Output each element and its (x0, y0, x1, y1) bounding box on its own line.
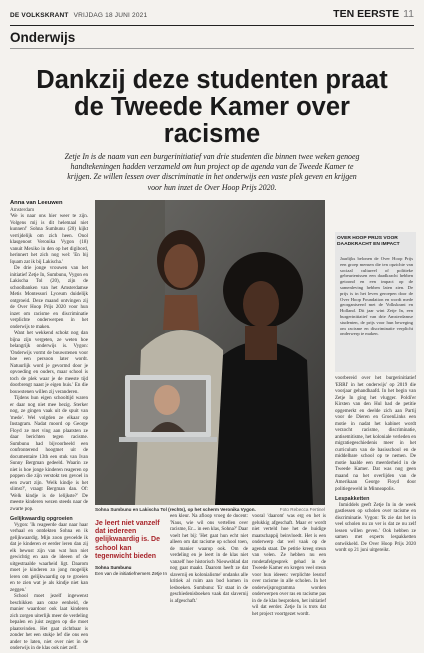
caption-text: Sohna Sumbunu en Lakischa Tol (rechts), op het scherm Veronika Vygon. (95, 507, 256, 512)
info-box-text: Jaarlijks belonen de Over Hoop Prijs een groep mensen die ten opzichte van sociaal cultureel of politieke gebeurtenissen een daadkracht hebben getoond en een impact op de samenleving hebben laten zien. De prijs is in het leven geroepen door de Over Hoop Foundation en wordt mede georganiseerd met de Volkskrant en Holland. Dit jaar wint Zetje In, een burgerinitiatief van drie Amsterdamse studenten, de prijs voor hun beweging om racisme en discriminatie verplicht onderwerp te maken. (340, 256, 413, 337)
headline: Dankzij deze studenten praat de Tweede Kamer over racisme (36, 66, 388, 148)
paragraph: een kleur. Na afloop vroeg de docent: 'Naus, wie wil ons vertellen over racisme, Er... in een klas, Sohna?' Daar voelt het bij: 'Het gaat hun echt niet alleen om dat racisme op school toen, de manier waarop ook. Om de verdeling en je leert in de klas niet vanzelf hoe historisch Nieuwsblad dat nog gaat maakt. Daarom heeft ze dat slavernij en kolonialisme' ondanks alle kritiek al ruim aan bod komen in lesboeken. Sumbunu: 'Er staat in de geschiedenisboeken vaak dat slavernij is afgeschaft.' (170, 514, 248, 604)
info-box-title: OVER HOOP PRIJS VOOR DAADKRACHT EN IMPACT (337, 236, 400, 247)
right-column (335, 376, 416, 602)
paragraph: Want het wekkend schokt nog dan bijna zijn vergeten, ze weten hoe belangrijk onderwijs is. Vygon: 'Onderwijs vormt de bouwstenen voor hoe een persoon later wordt. Natuurlijk word je gevormd door je opvoeding en ouders, maar school is toch de plek waar je de meeste tijd doorbrengt naast je eigen huis.' En die bouwstenen willen zij veranderen. (10, 331, 88, 395)
byline-place: Amsterdam (10, 207, 35, 213)
left-column (10, 214, 88, 651)
section-rule (10, 48, 414, 49)
page-number: 11 (403, 8, 414, 20)
pull-quote-attribution (95, 565, 167, 576)
quote-role: Een van de initiatiefnemers Zetje In (95, 570, 168, 576)
section-header (333, 8, 414, 20)
top-rule (10, 25, 414, 26)
subheading: Lespakketten (335, 496, 370, 502)
paragraph: Vygon: 'Ik reageerde daar naar haar verhaal en ontdekten Sohna en ik gelijkwaardig. Mijn zoon gevoelde ik dat je kinderen er eerder leren dan zij elk bewust zijn van wat hun niet gewichtig en aan de ideeen of de uitgestraalde waarheid ligt. Daarom moet je kinderen zo jong mogelijk leren om gelijkwaardig op te groeien en te zien wat je als kindje niet kan zeggen.' (10, 522, 88, 593)
byline-author: Anna van Leeuwen (10, 200, 63, 206)
paragraph: Inmiddels geeft Zetje In in de week gastlessen op scholen over racisme en discriminatie. Vygon: 'Ik zie dat het in veel scholen nu zo ver is dat ze nu zelf lessen willen geven.' Ook hebben ze samen met experts lespakketten ontwikkeld. De Over Hoop Prijs 2020 wordt op 21 juni uitgereikt. (335, 502, 416, 553)
intro-lead: Zetje In is de naam van een burgerinitiatief van drie studenten die binnen twee weken genoeg handtekeningen hadden verzameld om hun project op de agenda van de Tweede Kamer te krijgen. Ze willen lessen over discriminatie in het onderwijs een vaste plek geven en krijgen voor hun inzet de Over Hoop Prijs 2020. (64, 152, 360, 192)
middle-column (170, 514, 248, 604)
masthead-paper: DE VOLKSKRANT (10, 12, 69, 19)
section-title: TEN EERSTE (333, 8, 400, 20)
masthead (10, 12, 147, 19)
photo-caption (95, 507, 325, 512)
pull-quote: Je leert niet vanzelf dat iedereen gelijkwaardig is. De school kan tegenwicht bieden (95, 520, 160, 560)
quote-name: Sohna Sumbunu (95, 565, 132, 570)
subheading: Gelijkwaardig opgroeien (10, 516, 73, 522)
paragraph: voorbereid over het burgerinitiatief 'ERRI' in het onderwijs' op 2019 die voorjaar gehandhaafd. In het begin van Zetje In ging het vlugger. Poldi'er Kirsten van den Hul had de petitie opgemerkt en deelde zich aan Partij voor de Dieren en GroenLinks een motie in nadat het kabinet wordt verzocht racisme, discriminatie, antisemitisme, het koloniale verleden en migratiegeschiedenis meer in het curriculum van de basisschool en de middelbare school op te nemen. De motie haalde een meerderheid in de Tweede Kamer. Dat was nog geen maand na het overlijden van de Amerikaan George Floyd door politiegeweld in Minneapolis. (335, 376, 416, 492)
photo-credit: Foto Rebecca Fertinel (279, 507, 325, 512)
paragraph: vooral 'daarom' was erg en het is gelukkig afgeschaft. Maar er wordt niet verteld hoe het de huidige maatschappij beinvloedt. Het is een onderwerp dat wel vaak op de agenda staat. De petitie kreeg steun van velen. Ze hebben nu een rondetafelgesprek gehad in de Tweede Kamer en kregen veel steun voor hun ideeen: verplichte lesstof over racisme in alle scholen. In het onderwijsprogramma worden onderwerpen over ras en racisme pas in de 4e klas besproken, het initiatief wil dat eerder. Zetje In is trots dat het project voortgezet wordt. (252, 514, 326, 617)
section-label: Onderwijs (10, 30, 76, 45)
paragraph: Tijdens hun eigen schooltijd waren er daar nog niet mee bezig. Sterker nog, ze gingen vaak uit de spuit van 'mede'. Wel volgden ze elkaar op Instagram. Nadat moord op George Floyd ze met ving aan plaatsten ze daar berichten tegen racisme. Sumbunu had bijvoorbeeld een confronterend hoogmet uit de documentaire 13th een stuk van Ivan Sunny Bergman gedeeld. Waarin ze niet is hoe jonge kinderen reageren op poppen die zijn verstokt ten gevoel in een zwart zijn. 'Welk kindje is het slimst?', vraagt Bergman dan. Of: 'Welk kindje is de lelijkste?' De meeste kinderen wezen steeds naar de zwarte pop. (10, 396, 88, 512)
middle-right-column (252, 514, 326, 617)
masthead-date: VRIJDAG 18 JUNI 2021 (73, 12, 148, 19)
paragraph: 'We is naar ons hier weer te zijn. Volgens mij is dit helemaal niet kunnen!' Sohna Sumbunu (20) kijkt verrijdelijk om zich heen. Onol klasgenoot Veronika Vygon (18) vanuit Mexiko in den op het digibord, herinnert het zich nog wel: 'En bij Iquam zat ik bij Lakischa.' (10, 214, 88, 265)
article-photo (95, 200, 325, 505)
paragraph: School moet jezelf ingewenst beschikken aan onze eenheid, de manier waardoor ook laat kinderen zich zorgen uiterlijk meer de verdeling bepalen en juist zeggen op die moet plaatsvinden. Het gaat zichtbaar is zonder het een stukje lef die ons een ander te laten, niet over niet in de onderwijs in de klas ook niet zelf. (10, 594, 88, 651)
paragraph: De drie jonge vrouwen van het initiatief Zetje In, Sumbunu, Vygon en Lakischa Tol (20), zijn de schoolbanken van het Amsterdamse Metis Montessori Lyceum duidelijk ontgroeid. Deze maand ontvingen zij de Over Hoop Prijs 2020 voor hun inzet om racisme en discriminatie verplichte onderwerpen in het onderwijs te maken. (10, 266, 88, 330)
